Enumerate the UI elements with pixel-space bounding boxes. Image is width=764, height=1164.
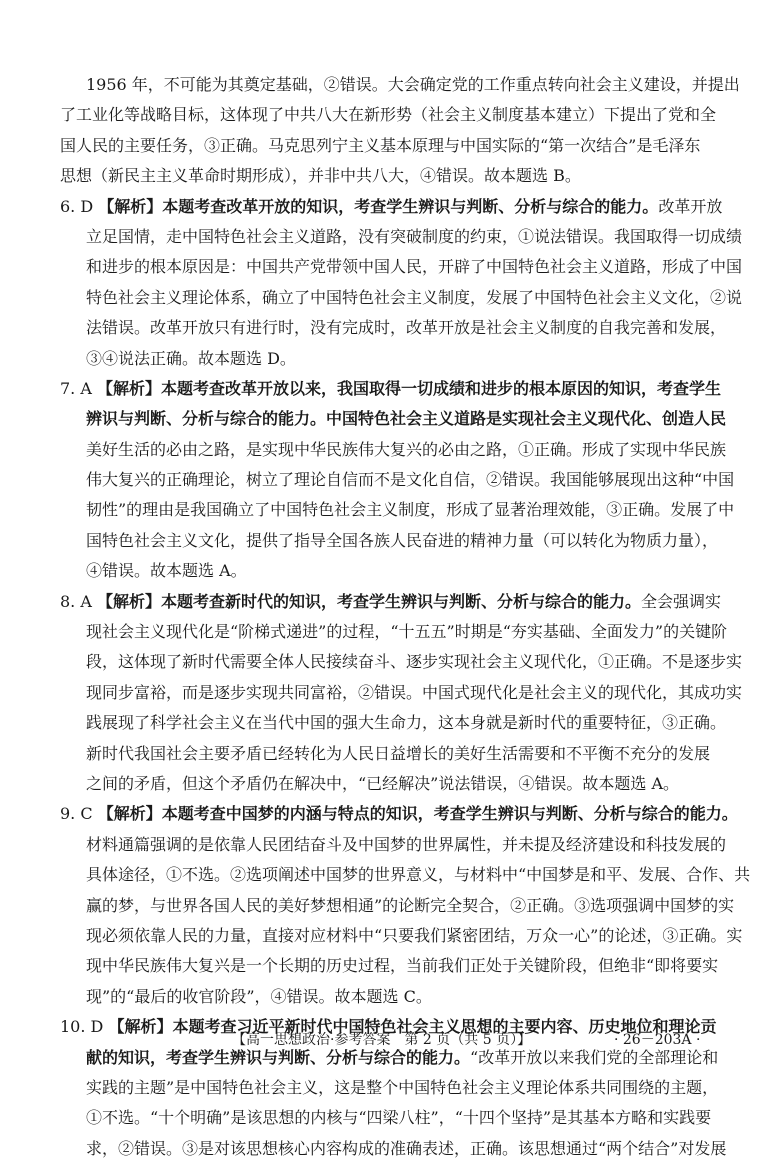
text-line: 求，②错误。③是对该思想核心内容构成的准确表述，正确。该思想通过“两个结合”对发展 <box>86 1138 727 1158</box>
analysis-summary: 本题考查新时代的知识，考查学生辨识与判断、分析与综合的能力。 <box>161 591 642 611</box>
text-line: 赢的梦，与世界各国人民的美好梦想相通”的论断完全契合，②正确。③选项强调中国梦的实 <box>86 895 735 915</box>
answer-number: 6. D <box>60 196 94 216</box>
text-line: 新时代我国社会主要矛盾已经转化为人民日益增长的美好生活需要和不平衡不充分的发展 <box>86 743 711 763</box>
answer-item-6 <box>60 192 743 374</box>
analysis-summary: 本题考查中国梦的内涵与特点的知识，考查学生辨识与判断、分析与综合的能力。 <box>161 804 738 824</box>
analysis-tag: 【解析】 <box>108 1017 173 1037</box>
text-line: ③④说法正确。故本题选 D。 <box>86 348 296 368</box>
text-line: 思想（新民主主义革命时期形成），并非中共八大，④错误。故本题选 B。 <box>60 166 581 186</box>
text-line: 现必须依靠人民的力量，直接对应材料中“只要我们紧密团结，万众一心”的论述，③正确。实 <box>86 925 743 945</box>
text-line: 段，这体现了新时代需要全体人民接续奋斗、逐步实现社会主义现代化，①正确。不是逐步实 <box>86 652 743 672</box>
text-line: 辨识与判断、分析与综合的能力。中国特色社会主义道路是实现社会主义现代化、创造人民 <box>86 409 727 429</box>
intro-paragraph <box>60 70 740 192</box>
text-line: 了工业化等战略目标，这体现了中共八大在新形势（社会主义制度基本建立）下提出了党和全 <box>60 105 717 125</box>
text-line: 现中华民族伟大复兴是一个长期的历史过程，当前我们正处于关键阶段，但绝非“即将要实 <box>86 956 719 976</box>
page-footer <box>0 1028 764 1052</box>
text-line: 美好生活的必由之路，是实现中华民族伟大复兴的必由之路，①正确。形成了实现中华民族 <box>86 439 727 459</box>
analysis-tag: 【解析】 <box>97 804 162 824</box>
text-line: 实践的主题”是中国特色社会主义，这是整个中国特色社会主义理论体系共同围绕的主题， <box>86 1077 719 1097</box>
answer-content <box>60 70 751 1164</box>
answer-item-9 <box>60 799 751 1012</box>
text-line: 立足国情，走中国特色社会主义道路，没有突破制度的约束，①说法错误。我国取得一切成绩 <box>86 226 743 246</box>
text-fragment: 改革开放 <box>658 196 723 216</box>
text-line: ④错误。故本题选 A。 <box>86 561 247 581</box>
answer-number: 9. C <box>60 804 93 824</box>
analysis-tag: 【解析】 <box>97 591 162 611</box>
text-line: 现社会主义现代化是“阶梯式递进”的过程，“十五五”时期是“夯实基础、全面发力”的关键阶 <box>86 622 728 642</box>
text-fragment: 全会强调实 <box>641 591 722 611</box>
text-line: 践展现了科学社会主义在当代中国的强大生命力，这本身就是新时代的重要特征，③正确。 <box>86 713 727 733</box>
text-line: 国特色社会主义文化，提供了指导全国各族人民奋进的精神力量（可以转化为物质力量）， <box>86 530 719 550</box>
text-line: 材料通篇强调的是依靠人民团结奋斗及中国梦的世界属性，并未提及经济建设和科技发展的 <box>86 834 727 854</box>
text-line: 国人民的主要任务，③正确。马克思列宁主义基本原理与中国实际的“第一次结合”是毛泽东 <box>60 135 701 155</box>
text-line: 现”的“最后的收官阶段”，④错误。故本题选 C。 <box>86 986 432 1006</box>
analysis-tag: 【解析】 <box>98 196 163 216</box>
text-fragment: “改革开放以来我们党的全部理论和 <box>470 1047 719 1067</box>
text-line: 现同步富裕，而是逐步实现共同富裕，②错误。中国式现代化是社会主义的现代化，其成功实 <box>86 682 743 702</box>
text-line: 具体途径，①不选。②选项阐述中国梦的世界意义，与材料中“中国梦是和平、发展、合作、共 <box>86 865 751 885</box>
analysis-summary: 本题考查改革开放以来，我国取得一切成绩和进步的根本原因的知识，考查学生 <box>161 378 722 398</box>
footer-code: · 26－203A · <box>614 1032 701 1048</box>
text-line: ①不选。“十个明确”是该思想的内核与“四梁八柱”，“十四个坚持”是其基本方略和实践要 <box>86 1108 712 1128</box>
analysis-summary: 献的知识，考查学生辨识与判断、分析与综合的能力。 <box>86 1047 471 1067</box>
analysis-summary: 本题考查改革开放的知识，考查学生辨识与判断、分析与综合的能力。 <box>162 196 659 216</box>
answer-number: 8. A <box>60 591 92 611</box>
text-line: 1956 年，不可能为其奠定基础，②错误。大会确定党的工作重点转向社会主义建设，并提出 <box>86 75 740 94</box>
footer-page-info: 【高一思想政治·参考答案 第 2 页（共 5 页）】 <box>232 1032 532 1048</box>
text-line: 法错误。改革开放只有进行时，没有完成时，改革开放是社会主义制度的自我完善和发展， <box>86 318 727 338</box>
text-line: 韧性”的理由是我国确立了中国特色社会主义制度，形成了显著治理效能，③正确。发展了中 <box>86 500 735 520</box>
answer-item-7 <box>60 374 735 587</box>
answer-number: 7. A <box>60 378 92 398</box>
text-line: 之间的矛盾，但这个矛盾仍在解决中，“已经解决”说法错误，④错误。故本题选 A。 <box>86 773 680 793</box>
analysis-tag: 【解析】 <box>97 378 162 398</box>
text-line: 和进步的根本原因是：中国共产党带领中国人民，开辟了中国特色社会主义道路，形成了中国 <box>86 257 743 277</box>
answer-item-8 <box>60 587 743 800</box>
text-line: 特色社会主义理论体系，确立了中国特色社会主义制度，发展了中国特色社会主义文化，②说 <box>86 287 743 307</box>
analysis-summary: 本题考查习近平新时代中国特色社会主义思想的主要内容、历史地位和理论贡 <box>172 1017 717 1037</box>
text-line: 伟大复兴的正确理论，树立了理论自信而不是文化自信，②错误。我国能够展现出这种“中国 <box>86 470 735 490</box>
answer-number: 10. D <box>60 1017 104 1037</box>
